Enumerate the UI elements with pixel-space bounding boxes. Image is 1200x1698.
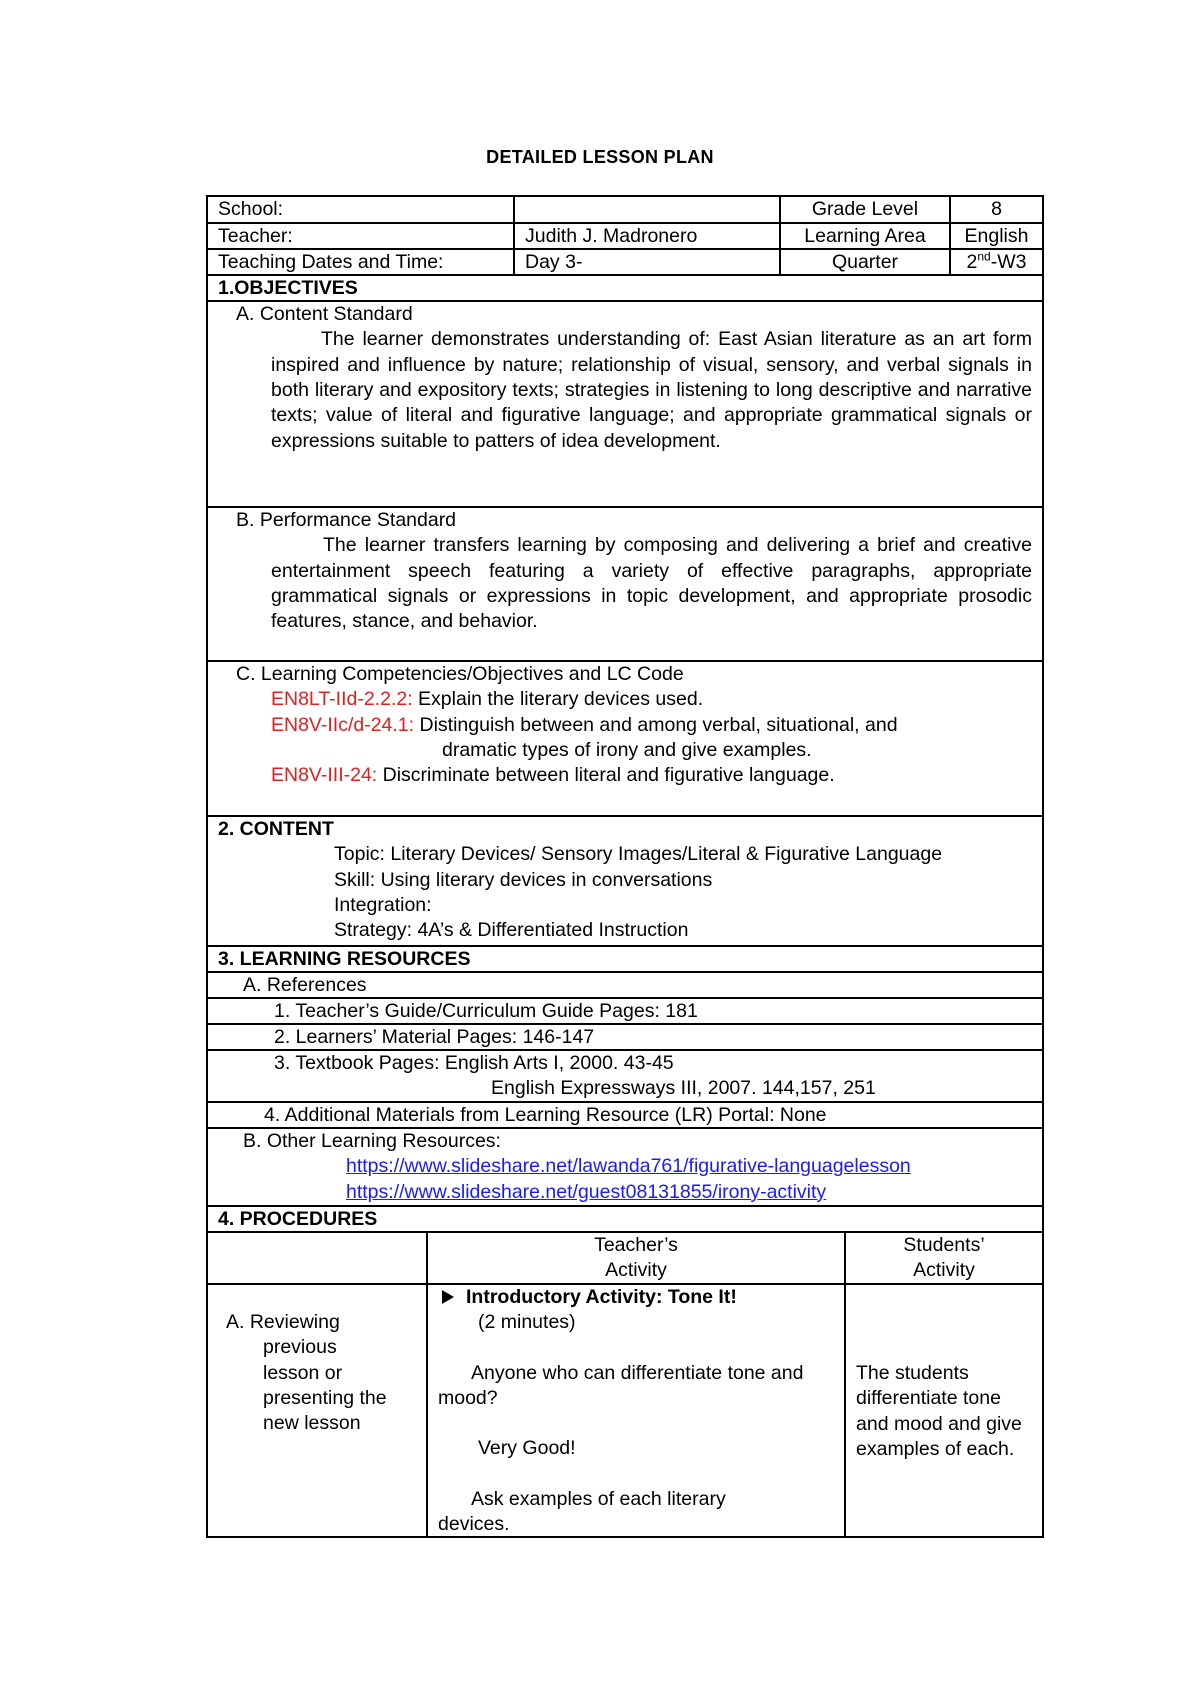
content-skill: Skill: Using literary devices in conversations bbox=[334, 868, 713, 891]
textbook-row bbox=[208, 1049, 1042, 1101]
school-value bbox=[513, 197, 779, 222]
teacher-question: Anyone who can differentiate tone and mood? bbox=[438, 1361, 804, 1410]
content-standard-row bbox=[208, 300, 1042, 506]
learning-area-label: Learning Area bbox=[779, 224, 949, 248]
school-label: School: bbox=[218, 198, 284, 220]
teachers-activity-header: Teacher’s Activity bbox=[426, 1233, 844, 1283]
additional-materials-row bbox=[208, 1101, 1042, 1127]
performance-standard-text: The learner transfers learning by composing and delivering a brief and creative entertainment speech featuring a variety of effective paragraphs, appropriate grammatical signals or expressions in topic development, and appropriate prosodic features, stance, and behavior. bbox=[271, 534, 1032, 633]
arrow-bullet-icon bbox=[442, 1290, 454, 1304]
content-strategy: Strategy: 4A’s & Differentiated Instruction bbox=[334, 919, 689, 942]
objectives-heading-row bbox=[208, 274, 1042, 300]
intro-activity-title: Introductory Activity: Tone It! bbox=[466, 1286, 737, 1308]
teacher-row bbox=[208, 222, 1042, 248]
competencies-row bbox=[208, 660, 1042, 815]
procedures-heading-row bbox=[208, 1205, 1042, 1231]
procedure-step-a-row bbox=[208, 1283, 1042, 1536]
teachers-activity-cell bbox=[426, 1285, 844, 1536]
grade-level-value: 8 bbox=[949, 197, 1042, 222]
resource-link[interactable]: https://www.slideshare.net/guest08131855/irony-activity bbox=[346, 1180, 827, 1203]
teachers-guide-pages: 1. Teacher’s Guide/Curriculum Guide Pages: 181 bbox=[274, 1000, 698, 1022]
quarter-value: 2nd-W3 bbox=[949, 250, 1042, 274]
students-activity-header: Students’ Activity bbox=[844, 1233, 1042, 1283]
lc-code: EN8LT-IId-2.2.2: bbox=[271, 688, 413, 711]
competency-item-continuation: dramatic types of irony and give examples. bbox=[442, 739, 812, 762]
grade-level-label: Grade Level bbox=[779, 197, 949, 222]
content-standard-text: The learner demonstrates understanding of: East Asian literature as an art form inspired and influence by nature; relationship of visual, sensory, and verbal signals in both literary and expository texts; strategies in listening to long descriptive and narrative texts; value of literal and figurative language; and appropriate grammatical signals or expressions suitable to patters of idea development. bbox=[271, 328, 1032, 452]
teacher-label: Teacher: bbox=[218, 225, 293, 247]
performance-standard-label: B. Performance Standard bbox=[236, 509, 457, 531]
teaching-dates-value: Day 3- bbox=[513, 250, 779, 274]
lc-code: EN8V-IIc/d-24.1: bbox=[271, 713, 415, 736]
students-activity-text: The students differentiate tone and mood and give examples of each. bbox=[844, 1285, 1042, 1536]
procedures-header-row bbox=[208, 1231, 1042, 1283]
page-title: DETAILED LESSON PLAN bbox=[486, 147, 714, 167]
competency-item: EN8V-IIc/d-24.1: Distinguish between and among verbal, situational, and bbox=[271, 713, 898, 736]
dates-row bbox=[208, 248, 1042, 274]
competency-item: EN8V-III-24: Discriminate between literal and figurative language. bbox=[271, 764, 835, 787]
teacher-instruction: Ask examples of each literary devices. bbox=[438, 1487, 726, 1536]
competency-item: EN8LT-IId-2.2.2: Explain the literary devices used. bbox=[271, 688, 704, 711]
lc-code: EN8V-III-24: bbox=[271, 764, 378, 787]
objectives-heading: 1.OBJECTIVES bbox=[218, 277, 358, 299]
additional-materials: 4. Additional Materials from Learning Resource (LR) Portal: None bbox=[264, 1104, 827, 1126]
teaching-dates-label: Teaching Dates and Time: bbox=[218, 251, 444, 273]
learning-area-value: English bbox=[949, 224, 1042, 248]
teacher-value: Judith J. Madronero bbox=[513, 224, 779, 248]
other-resources-label: B. Other Learning Resources: bbox=[243, 1130, 501, 1152]
school-row bbox=[208, 197, 1042, 222]
step-a-label: A. Reviewing previous lesson or presenting the new lesson bbox=[226, 1311, 387, 1435]
content-standard-label: A. Content Standard bbox=[236, 303, 413, 325]
teachers-guide-row bbox=[208, 997, 1042, 1023]
content-heading: 2. CONTENT bbox=[218, 818, 334, 840]
other-resources-row bbox=[208, 1127, 1042, 1205]
content-integration: Integration: bbox=[334, 894, 432, 917]
references-row bbox=[208, 971, 1042, 997]
content-row bbox=[208, 815, 1042, 945]
learners-material-pages: 2. Learners’ Material Pages: 146-147 bbox=[274, 1026, 595, 1048]
resource-link[interactable]: https://www.slideshare.net/lawanda761/figurative-languagelesson bbox=[346, 1155, 911, 1178]
intro-activity-time: (2 minutes) bbox=[478, 1311, 576, 1334]
content-topic: Topic: Literary Devices/ Sensory Images/Literal & Figurative Language bbox=[334, 843, 943, 866]
textbook-pages-second: English Expressways III, 2007. 144,157, 251 bbox=[491, 1077, 876, 1100]
textbook-pages: 3. Textbook Pages: English Arts I, 2000. 43-45 bbox=[274, 1052, 674, 1074]
teacher-praise: Very Good! bbox=[478, 1437, 576, 1460]
performance-standard-row bbox=[208, 506, 1042, 660]
references-label: A. References bbox=[243, 974, 367, 996]
lesson-plan-table bbox=[206, 195, 1044, 1538]
procedures-heading: 4. PROCEDURES bbox=[218, 1208, 378, 1230]
resources-heading: 3. LEARNING RESOURCES bbox=[218, 948, 471, 970]
learners-material-row bbox=[208, 1023, 1042, 1049]
quarter-label: Quarter bbox=[779, 250, 949, 274]
competencies-label: C. Learning Competencies/Objectives and LC Code bbox=[236, 663, 684, 685]
resources-heading-row bbox=[208, 945, 1042, 971]
